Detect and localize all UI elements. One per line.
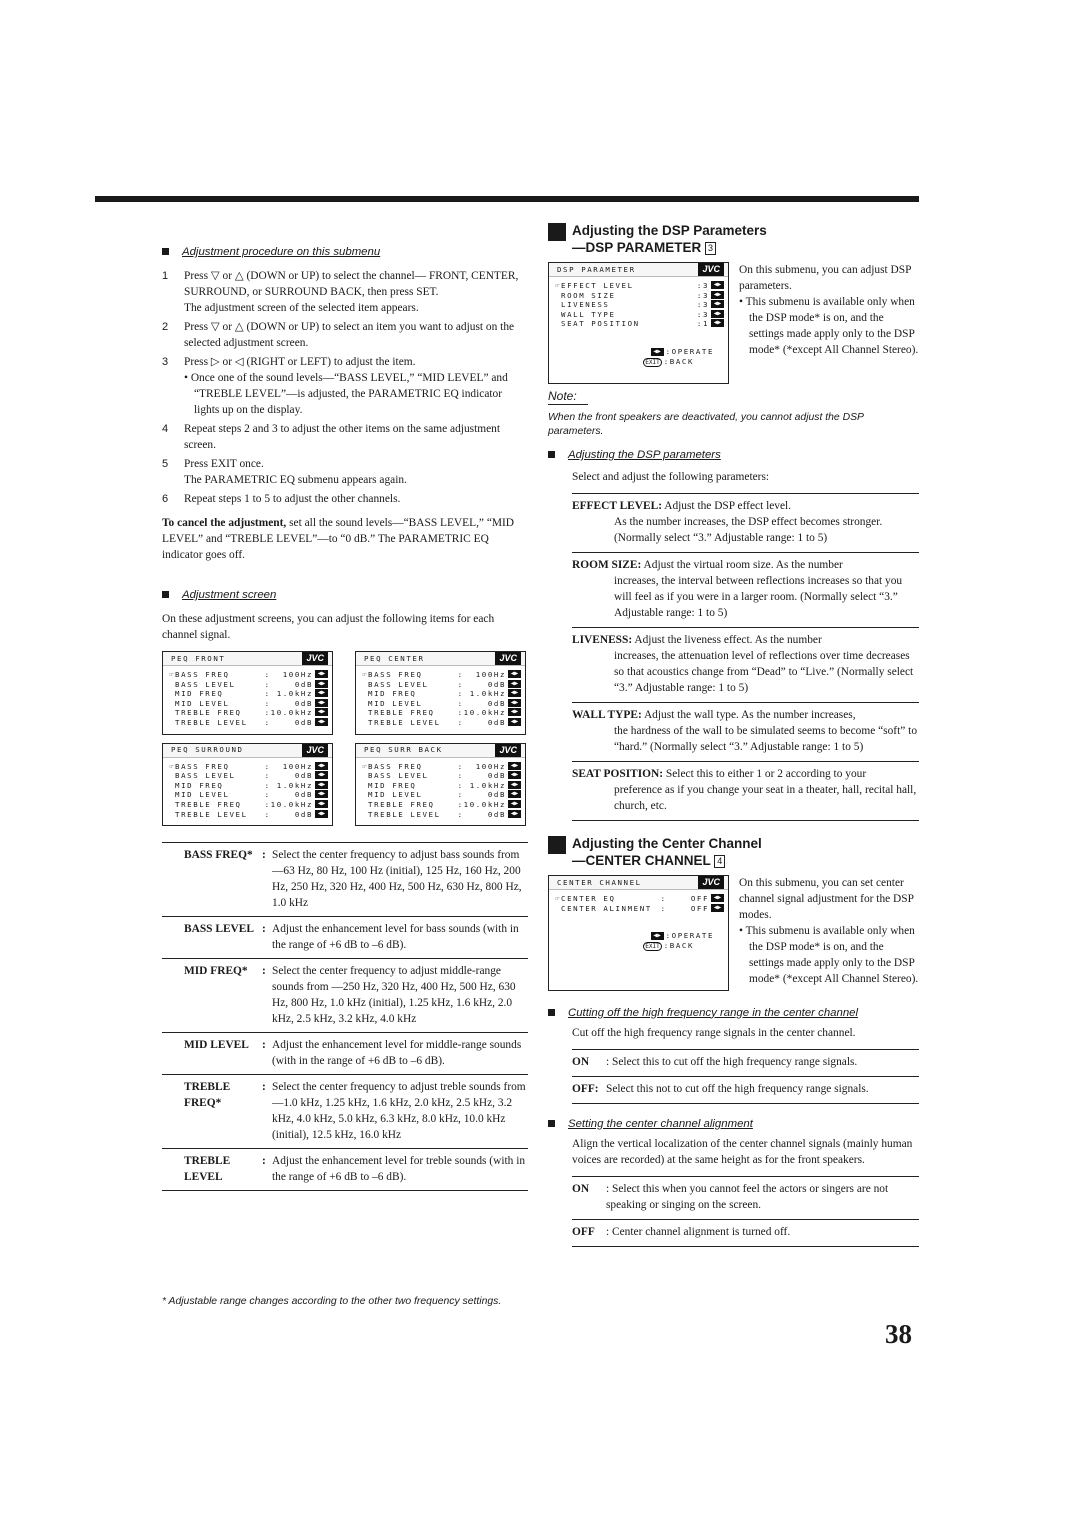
lcd-row-value: :10.0kHz	[264, 708, 313, 718]
left-right-arrows-icon: ◀▶	[315, 708, 328, 716]
lcd-row	[169, 771, 328, 781]
dsp-param-more: As the number increases, the DSP effect becomes stronger. (Normally select “3.” Adjustable range: 1 to 5)	[614, 516, 883, 545]
dsp-params-table	[572, 493, 919, 821]
lcd-body	[356, 758, 525, 826]
cutoff-option-row	[572, 1050, 919, 1077]
step-number: 5	[162, 458, 169, 470]
lcd-row-value: : 100Hz	[457, 670, 506, 679]
lcd-back-line	[555, 941, 724, 952]
peq-lcd	[355, 651, 526, 735]
lcd-row	[362, 771, 521, 781]
heading-dsp-sub: —DSP PARAMETER	[572, 240, 702, 255]
lcd-gap	[555, 367, 724, 377]
right-column	[548, 222, 919, 1247]
alignment-option-key: ON	[572, 1182, 590, 1195]
lcd-row	[555, 319, 724, 329]
step-text: Press EXIT once.	[184, 458, 264, 470]
dsp-param-first	[572, 498, 919, 514]
lcd-row-value: : 100Hz	[264, 670, 313, 679]
center-side-bullet: • This submenu is available only when the DSP mode* is on, and the settings made apply only to the DSP mode* (*except All Channel Stereo).	[739, 925, 919, 986]
cancel-paragraph	[162, 515, 528, 563]
eq-item-colon: :	[262, 1155, 266, 1168]
lcd-row-value: : 0dB	[457, 771, 506, 781]
lcd-row	[169, 800, 328, 810]
lcd-body	[549, 277, 728, 383]
lcd-title: PEQ CENTER	[364, 653, 425, 663]
lcd-row	[362, 781, 521, 791]
lcd-row	[169, 708, 328, 718]
heading-center-num: 4	[714, 855, 725, 868]
cutoff-option-desc: Select this not to cut off the high frequency range signals.	[606, 1082, 869, 1095]
heading-dsp-title: Adjusting the DSP Parameters	[572, 223, 767, 238]
dsp-param-desc: Adjust the liveness effect. As the number	[634, 634, 822, 647]
lcd-row-label: MID FREQ	[362, 689, 417, 699]
center-lcd-wrap	[548, 875, 919, 990]
lcd-row-label: TREBLE FREQ	[169, 708, 242, 718]
lcd-row	[362, 699, 521, 709]
left-right-arrows-icon: ◀▶	[508, 810, 521, 818]
lcd-row-label: MID LEVEL	[169, 698, 230, 708]
alignment-option-row	[572, 1177, 919, 1220]
left-right-arrows-icon: ◀▶	[508, 790, 521, 798]
left-right-arrows-icon: ◀▶	[508, 699, 521, 707]
eq-item-name: TREBLE FREQ*	[184, 1081, 231, 1110]
lcd-row	[362, 762, 521, 772]
lcd-body	[163, 758, 332, 826]
lcd-row-value: : 0dB	[457, 809, 506, 819]
lcd-row-label: ☞CENTER EQ	[555, 894, 616, 904]
center-channel-lcd	[548, 875, 729, 990]
lcd-row-label: ☞EFFECT LEVEL	[555, 281, 634, 290]
dsp-param-row	[572, 762, 919, 821]
heading-dsp	[548, 222, 919, 256]
step-text: Press ▷ or ◁ (RIGHT or LEFT) to adjust the item.	[184, 356, 416, 368]
lcd-row-label: TREBLE LEVEL	[362, 717, 441, 727]
eq-item-row	[162, 917, 528, 959]
step-extra: • Once one of the sound levels—“BASS LEVEL,” “MID LEVEL” and “TREBLE LEVEL”—is adjusted, the PARAMETRIC EQ indicator lights up on the display.	[184, 372, 508, 416]
step-number: 6	[162, 493, 169, 505]
left-right-arrows-icon: ◀▶	[711, 319, 724, 327]
left-right-arrows-icon: ◀▶	[315, 771, 328, 779]
dsp-side-line: On this submenu, you can adjust DSP parameters.	[739, 264, 912, 292]
eq-item-colon: :	[262, 1081, 266, 1094]
lcd-row-value: :3	[696, 309, 709, 319]
alignment-intro: Align the vertical localization of the center channel signals (mainly human voices are recorded) at the same height as for the front speakers.	[572, 1137, 913, 1166]
alignment-option-desc: : Select this when you cannot feel the actors or singers are not speaking or singing on the screen.	[606, 1182, 889, 1211]
eq-item-row	[162, 1033, 528, 1075]
lcd-row	[169, 762, 328, 772]
left-right-arrows-icon: ◀▶	[315, 790, 328, 798]
lcd-row-label: TREBLE LEVEL	[169, 809, 248, 819]
exit-key-icon: EXIT	[645, 942, 660, 950]
dsp-params-intro: Select and adjust the following parameters:	[572, 471, 770, 484]
alignment-option-desc: : Center channel alignment is turned off.	[606, 1225, 791, 1238]
lcd-row-value: : 1.0kHz	[457, 689, 506, 699]
lcd-row	[362, 708, 521, 718]
lcd-row-label: TREBLE LEVEL	[169, 717, 248, 727]
lcd-row	[362, 718, 521, 728]
dsp-param-name: LIVENESS:	[572, 634, 633, 647]
eq-item-colon: :	[262, 849, 266, 862]
cutoff-table	[572, 1049, 919, 1104]
lcd-row-value: : 0dB	[264, 679, 313, 689]
cutoff-option-key: OFF:	[572, 1082, 599, 1095]
lcd-row-value: : 0dB	[264, 717, 313, 727]
left-right-arrows-icon: ◀▶	[711, 310, 724, 318]
subheading-alignment: Setting the center channel alignment	[568, 1116, 919, 1132]
step-number: 3	[162, 356, 169, 368]
step-body	[184, 268, 528, 316]
eq-item-desc: Adjust the enhancement level for treble sounds (with in the range of +6 dB to –6 dB).	[272, 1155, 526, 1184]
procedure-step	[162, 354, 528, 418]
lcd-row-label: ☞BASS FREQ	[362, 670, 423, 679]
left-right-arrows-icon: ◀▶	[508, 800, 521, 808]
lcd-row-label: BASS LEVEL	[362, 679, 429, 689]
dsp-param-more: increases, the attenuation level of reflections over time decreases so that acoustics change from “Dead” to “Live.” (Normally select “3.” Adjustable range: 1 to 5)	[614, 650, 914, 695]
lcd-header	[163, 651, 332, 666]
left-column	[162, 244, 528, 1191]
left-right-arrows-icon: ◀▶	[711, 281, 724, 289]
left-right-arrows-icon: ◀▶	[711, 904, 724, 912]
eq-item-name: BASS LEVEL	[184, 923, 254, 936]
procedure-step	[162, 421, 528, 453]
lcd-row	[169, 670, 328, 680]
dsp-param-name: WALL TYPE:	[572, 709, 642, 722]
dsp-param-row	[572, 553, 919, 628]
lcd-row	[555, 291, 724, 301]
eq-item-desc: Adjust the enhancement level for bass sounds (with in the range of +6 dB to –6 dB).	[272, 923, 519, 952]
step-text: Press ▽ or △ (DOWN or UP) to select an item you want to adjust on the selected adjustment screen.	[184, 321, 515, 349]
left-right-arrows-icon: ◀▶	[651, 348, 664, 356]
lcd-row-label: SEAT POSITION	[555, 319, 640, 329]
lcd-title: PEQ SURR BACK	[364, 745, 443, 755]
left-right-arrows-icon: ◀▶	[508, 781, 521, 789]
procedure-step	[162, 491, 528, 507]
left-right-arrows-icon: ◀▶	[315, 718, 328, 726]
left-right-arrows-icon: ◀▶	[711, 894, 724, 902]
lcd-row	[362, 800, 521, 810]
lcd-row	[555, 310, 724, 320]
left-right-arrows-icon: ◀▶	[315, 680, 328, 688]
dsp-param-name: ROOM SIZE:	[572, 559, 642, 572]
subheading-screen: Adjustment screen	[182, 587, 528, 603]
jvc-logo: JVC	[302, 744, 328, 757]
left-right-arrows-icon: ◀▶	[315, 781, 328, 789]
lcd-row-label: MID FREQ	[169, 689, 224, 699]
dsp-lcd-wrap	[548, 262, 919, 384]
lcd-row-value: :3	[696, 281, 709, 290]
alignment-option-row	[572, 1220, 919, 1247]
left-right-arrows-icon: ◀▶	[315, 762, 328, 770]
eq-item-colon: :	[262, 1039, 266, 1052]
eq-item-row	[162, 1149, 528, 1191]
left-right-arrows-icon: ◀▶	[508, 771, 521, 779]
lcd-row-value: : 0dB	[264, 790, 313, 800]
lcd-row-label: BASS LEVEL	[169, 679, 236, 689]
lcd-row-label: BASS LEVEL	[169, 771, 236, 781]
lcd-row-label: MID FREQ	[169, 780, 224, 790]
lcd-row-value: : 100Hz	[264, 761, 313, 771]
lcd-row-value: : 0dB	[457, 698, 506, 708]
lcd-row-label: MID LEVEL	[362, 698, 423, 708]
lcd-row	[555, 904, 724, 914]
dsp-side-text	[739, 262, 919, 384]
lcd-row	[169, 810, 328, 820]
lcd-row	[362, 670, 521, 680]
eq-items-table	[162, 842, 528, 1191]
lcd-header	[549, 875, 728, 890]
lcd-row-label: MID LEVEL	[169, 790, 230, 800]
lcd-header	[163, 743, 332, 758]
lcd-row-value: :3	[696, 290, 709, 300]
lcd-row-value: : 0dB	[457, 679, 506, 689]
left-right-arrows-icon: ◀▶	[315, 810, 328, 818]
subheading-dsp-params: Adjusting the DSP parameters	[568, 447, 919, 463]
procedure-step	[162, 456, 528, 488]
lcd-row	[362, 689, 521, 699]
heading-center	[548, 835, 919, 869]
lcd-row-label: ROOM SIZE	[555, 290, 616, 300]
lcd-title: PEQ SURROUND	[171, 745, 244, 755]
lcd-row-value: : 0dB	[457, 790, 506, 800]
step-number: 1	[162, 270, 169, 282]
dsp-param-more: the hardness of the wall to be simulated seems to become “soft” to “hard.” (Normally select “3.” Adjustable range: 1 to 5)	[614, 725, 918, 754]
lcd-operate-line	[555, 347, 724, 357]
lcd-body	[549, 890, 728, 989]
lcd-row-label: TREBLE LEVEL	[362, 809, 441, 819]
lcd-row-value: : 1.0kHz	[457, 780, 506, 790]
peq-lcd	[162, 651, 333, 735]
procedure-step	[162, 319, 528, 351]
cancel-text: set all the sound levels—“BASS LEVEL,” “MID LEVEL” and “TREBLE LEVEL”—to “0 dB.” The PARAMETRIC EQ indicator goes off.	[162, 517, 515, 561]
lcd-back-text: :BACK	[663, 356, 694, 366]
jvc-logo: JVC	[698, 263, 724, 276]
lcd-row-label: TREBLE FREQ	[362, 799, 435, 809]
center-side-line: On this submenu, you can set center channel signal adjustment for the DSP modes.	[739, 877, 914, 922]
dsp-parameter-lcd	[548, 262, 729, 384]
lcd-row-value: : 1.0kHz	[264, 689, 313, 699]
left-right-arrows-icon: ◀▶	[508, 670, 521, 678]
dsp-side-bullet: • This submenu is available only when the DSP mode* is on, and the settings made apply only to the DSP mode* (*except All Channel Stereo).	[739, 296, 919, 356]
left-right-arrows-icon: ◀▶	[508, 718, 521, 726]
eq-item-desc: Adjust the enhancement level for middle-range sounds (with in the range of +6 dB to –6 dB).	[272, 1039, 522, 1068]
lcd-row-label: CENTER ALINMENT	[555, 903, 652, 913]
lcd-row-label: ☞BASS FREQ	[169, 670, 230, 679]
lcd-row-label: MID LEVEL	[362, 790, 423, 800]
exit-key-icon: EXIT	[645, 358, 660, 366]
lcd-operate-text: :OPERATE	[665, 346, 714, 356]
dsp-param-first	[572, 632, 919, 648]
lcd-row-label: WALL TYPE	[555, 309, 616, 319]
step-text: Repeat steps 2 and 3 to adjust the other items on the same adjustment screen.	[184, 423, 501, 451]
center-side-text	[739, 875, 919, 990]
heading-center-title: Adjusting the Center Channel	[572, 836, 762, 852]
step-body	[184, 491, 528, 507]
lcd-title: CENTER CHANNEL	[557, 877, 642, 887]
dsp-param-first	[572, 766, 919, 782]
lcd-body	[356, 666, 525, 734]
dsp-param-more: preference as if you change your seat in a theater, hall, recital hall, church, etc.	[614, 784, 917, 813]
step-number: 4	[162, 423, 169, 435]
left-right-arrows-icon: ◀▶	[508, 708, 521, 716]
cancel-bold: To cancel the adjustment,	[162, 517, 287, 529]
left-right-arrows-icon: ◀▶	[315, 800, 328, 808]
lcd-back-line	[555, 357, 724, 368]
procedure-step	[162, 268, 528, 316]
dsp-param-desc: Select this to either 1 or 2 according to your	[665, 768, 867, 781]
step-body	[184, 421, 528, 453]
lcd-row-label: TREBLE FREQ	[362, 708, 435, 718]
lcd-row-value: :10.0kHz	[457, 799, 506, 809]
step-body	[184, 319, 528, 351]
lcd-row	[169, 718, 328, 728]
lcd-operate-line	[555, 931, 724, 941]
subheading-cutoff: Cutting off the high frequency range in the center channel	[568, 1005, 919, 1021]
lcd-row	[555, 281, 724, 291]
left-right-arrows-icon: ◀▶	[508, 689, 521, 697]
step-number: 2	[162, 321, 169, 333]
lcd-row-value: :10.0kHz	[457, 708, 506, 718]
eq-item-desc: Select the center frequency to adjust treble sounds from—1.0 kHz, 1.25 kHz, 1.6 kHz, 2.0 kHz, 2.5 kHz, 3.2 kHz, 4.0 kHz, 5.0 kHz, 6.3 kHz, 8.0 kHz, 10.0 kHz (initial), 12.5 kHz, 16.0 kHz	[272, 1081, 526, 1142]
eq-item-desc: Select the center frequency to adjust bass sounds from —63 Hz, 80 Hz, 100 Hz (initial), 125 Hz, 160 Hz, 200 Hz, 250 Hz, 320 Hz, 400 Hz, 500 Hz, 630 Hz, 800 Hz, 1.0 kHz	[272, 849, 522, 910]
dsp-param-desc: Adjust the virtual room size. As the number	[643, 559, 843, 572]
dsp-param-name: EFFECT LEVEL:	[572, 500, 662, 513]
lcd-row-label: BASS LEVEL	[362, 771, 429, 781]
left-right-arrows-icon: ◀▶	[315, 689, 328, 697]
eq-item-name: MID LEVEL	[184, 1039, 249, 1052]
alignment-option-key: OFF	[572, 1225, 595, 1238]
dsp-param-desc: Adjust the DSP effect level.	[664, 500, 792, 513]
lcd-title: PEQ FRONT	[171, 653, 226, 663]
lcd-row	[169, 790, 328, 800]
lcd-row	[169, 699, 328, 709]
footnote: * Adjustable range changes according to the other two frequency settings.	[162, 1296, 502, 1307]
lcd-row-value: : 100Hz	[457, 761, 506, 771]
lcd-gap	[555, 952, 724, 984]
jvc-logo: JVC	[698, 876, 724, 889]
lcd-row-label: LIVENESS	[555, 300, 610, 310]
lcd-row-label: MID FREQ	[362, 780, 417, 790]
lcd-gap	[555, 913, 724, 931]
lcd-operate-text: :OPERATE	[665, 931, 714, 941]
lcd-row-value: : 0dB	[264, 698, 313, 708]
left-right-arrows-icon: ◀▶	[508, 680, 521, 688]
lcd-header	[549, 262, 728, 277]
lcd-row	[555, 300, 724, 310]
step-body	[184, 456, 528, 488]
peq-lcd	[355, 743, 526, 827]
lcd-row	[555, 894, 724, 904]
lcd-row-value: : 0dB	[264, 771, 313, 781]
eq-item-row	[162, 959, 528, 1033]
dsp-param-first	[572, 707, 919, 723]
eq-item-row	[162, 1075, 528, 1149]
jvc-logo: JVC	[495, 652, 521, 665]
heading-center-sub: —CENTER CHANNEL	[572, 853, 711, 869]
subheading-procedure: Adjustment procedure on this submenu	[182, 244, 528, 260]
dsp-param-row	[572, 703, 919, 762]
lcd-row-value: :10.0kHz	[264, 799, 313, 809]
lcd-row	[362, 790, 521, 800]
lcd-row-value: : OFF	[660, 903, 709, 913]
lcd-row	[169, 781, 328, 791]
lcd-row-label: ☞BASS FREQ	[169, 761, 230, 771]
eq-item-name: TREBLE LEVEL	[184, 1155, 231, 1184]
eq-item-row	[162, 843, 528, 917]
lcd-grid	[162, 651, 528, 826]
eq-item-name: MID FREQ*	[184, 965, 248, 978]
left-right-arrows-icon: ◀▶	[651, 932, 664, 940]
lcd-gap	[555, 329, 724, 347]
step-body	[184, 354, 528, 418]
heading-dsp-num: 3	[705, 242, 716, 255]
lcd-row-value: :3	[696, 300, 709, 310]
left-right-arrows-icon: ◀▶	[315, 670, 328, 678]
dsp-param-row	[572, 628, 919, 703]
left-right-arrows-icon: ◀▶	[711, 291, 724, 299]
step-text: Press ▽ or △ (DOWN or UP) to select the channel— FRONT, CENTER, SURROUND, or SURROUND BACK, then press SET.	[184, 270, 519, 298]
page-number: 38	[885, 1319, 912, 1349]
step-extra: The adjustment screen of the selected item appears.	[184, 302, 419, 314]
lcd-row	[362, 810, 521, 820]
lcd-row	[169, 689, 328, 699]
dsp-param-name: SEAT POSITION:	[572, 768, 664, 781]
left-right-arrows-icon: ◀▶	[711, 300, 724, 308]
procedure-steps	[162, 268, 528, 507]
dsp-param-more: increases, the interval between reflections increases so that you will feel as if you were in a larger room. (Normally select “3.” Adjustable range: 1 to 5)	[614, 575, 903, 620]
lcd-row-value: : 0dB	[264, 809, 313, 819]
lcd-row-label: ☞BASS FREQ	[362, 761, 423, 771]
lcd-row-value: : 1.0kHz	[264, 780, 313, 790]
dsp-param-first	[572, 557, 919, 573]
dsp-param-row	[572, 494, 919, 553]
note-heading: Note:	[548, 388, 588, 405]
lcd-title: DSP PARAMETER	[557, 264, 636, 274]
lcd-row-value: : OFF	[660, 894, 709, 904]
left-right-arrows-icon: ◀▶	[508, 762, 521, 770]
note-text: When the front speakers are deactivated, you cannot adjust the DSP parameters.	[548, 412, 864, 438]
jvc-logo: JVC	[302, 652, 328, 665]
lcd-row-value: :1	[696, 319, 709, 329]
cutoff-option-desc: : Select this to cut off the high frequency range signals.	[606, 1055, 858, 1068]
step-extra: The PARAMETRIC EQ submenu appears again.	[184, 474, 407, 486]
cutoff-option-row	[572, 1077, 919, 1104]
eq-item-name: BASS FREQ*	[184, 849, 253, 862]
lcd-row-value: : 0dB	[457, 717, 506, 727]
alignment-table	[572, 1176, 919, 1247]
step-text: Repeat steps 1 to 5 to adjust the other channels.	[184, 493, 401, 505]
jvc-logo: JVC	[495, 744, 521, 757]
lcd-body	[163, 666, 332, 734]
eq-item-colon: :	[262, 965, 266, 978]
eq-item-desc: Select the center frequency to adjust middle-range sounds from —250 Hz, 320 Hz, 400 Hz, 500 Hz, 630 Hz, 800 Hz, 1.0 kHz (initial), 1.25 kHz, 1.6 kHz, 2.0 kHz, 2.5 kHz, 3.2 kHz, 4.0 kHz	[272, 965, 516, 1026]
lcd-row	[362, 680, 521, 690]
lcd-row-label: TREBLE FREQ	[169, 799, 242, 809]
lcd-row	[169, 680, 328, 690]
screen-intro: On these adjustment screens, you can adjust the following items for each channel signal.	[162, 613, 495, 641]
dsp-param-desc: Adjust the wall type. As the number increases,	[643, 709, 856, 722]
peq-lcd	[162, 743, 333, 827]
left-right-arrows-icon: ◀▶	[315, 699, 328, 707]
eq-item-colon: :	[262, 923, 266, 936]
cutoff-intro: Cut off the high frequency range signals in the center channel.	[572, 1026, 856, 1039]
top-rule	[95, 196, 919, 202]
lcd-header	[356, 651, 525, 666]
lcd-header	[356, 743, 525, 758]
lcd-back-text: :BACK	[663, 940, 694, 950]
cutoff-option-key: ON	[572, 1055, 590, 1068]
